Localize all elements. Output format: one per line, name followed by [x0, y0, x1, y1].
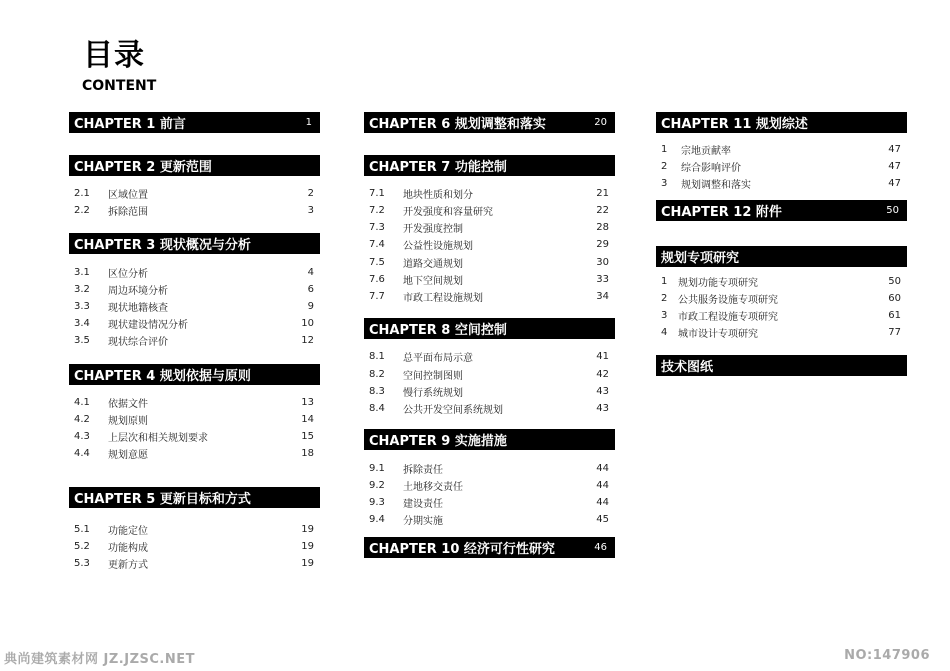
entry-page: 47 [888, 161, 901, 172]
entry-number: 8.4 [369, 403, 385, 414]
chapter-title: CHAPTER 7 功能控制 [369, 160, 507, 175]
entry-title: 城市设计专项研究 [678, 329, 758, 340]
toc-entry[interactable] [74, 298, 314, 315]
chapter-heading[interactable] [364, 318, 615, 339]
chapter-heading[interactable] [656, 200, 907, 221]
entry-title: 公共服务设施专项研究 [678, 295, 778, 306]
toc-entry[interactable] [661, 273, 901, 290]
entry-title: 土地移交责任 [403, 482, 463, 493]
entry-title: 市政工程设施规划 [403, 293, 483, 304]
entry-number: 7.1 [369, 188, 385, 199]
entry-number: 7.5 [369, 257, 385, 268]
chapter-title: CHAPTER 6 规划调整和落实 [369, 117, 546, 132]
toc-entry[interactable] [661, 175, 901, 192]
toc-entry[interactable] [369, 348, 609, 365]
entry-page: 6 [307, 284, 314, 295]
toc-entry[interactable] [661, 158, 901, 175]
toc-entry[interactable] [74, 315, 314, 332]
entry-title: 宗地贡献率 [681, 146, 731, 157]
chapter-page: 50 [886, 205, 899, 216]
toc-entry[interactable] [74, 281, 314, 298]
toc-entry[interactable] [74, 555, 314, 572]
toc-entry[interactable] [74, 521, 314, 538]
chapter-heading[interactable] [364, 537, 615, 558]
entry-number: 3.3 [74, 301, 90, 312]
entry-number: 3.1 [74, 267, 90, 278]
entry-title: 拆除责任 [403, 465, 443, 476]
toc-entry[interactable] [74, 332, 314, 349]
entry-number: 2.2 [74, 205, 90, 216]
toc-entry[interactable] [74, 185, 314, 202]
entry-page: 61 [888, 310, 901, 321]
chapter-title: CHAPTER 10 经济可行性研究 [369, 542, 555, 557]
entry-title: 区域位置 [108, 190, 148, 201]
entry-page: 13 [301, 397, 314, 408]
chapter-title: CHAPTER 4 规划依据与原则 [74, 369, 251, 384]
entry-page: 50 [888, 276, 901, 287]
entry-number: 4.1 [74, 397, 90, 408]
entry-page: 47 [888, 144, 901, 155]
entry-page: 29 [596, 239, 609, 250]
chapter-heading[interactable] [364, 112, 615, 133]
toc-entry[interactable] [369, 288, 609, 305]
entry-page: 9 [307, 301, 314, 312]
entry-number: 7.2 [369, 205, 385, 216]
entry-title: 公共开发空间系统规划 [403, 405, 503, 416]
chapter-heading[interactable] [656, 246, 907, 267]
chapter-heading[interactable] [69, 112, 320, 133]
entry-number: 2.1 [74, 188, 90, 199]
chapter-heading[interactable] [69, 364, 320, 385]
entry-number: 4 [661, 327, 668, 338]
toc-entry[interactable] [74, 264, 314, 281]
chapter-heading[interactable] [69, 155, 320, 176]
toc-entry[interactable] [661, 141, 901, 158]
chapter-title: CHAPTER 11 规划综述 [661, 117, 808, 132]
chapter-heading[interactable] [69, 233, 320, 254]
entry-number: 5.1 [74, 524, 90, 535]
entry-number: 1 [661, 144, 668, 155]
chapter-page: 20 [594, 117, 607, 128]
entry-page: 45 [596, 514, 609, 525]
entry-title: 规划意愿 [108, 450, 148, 461]
entry-number: 4.4 [74, 448, 90, 459]
entry-number: 8.3 [369, 386, 385, 397]
entry-number: 9.1 [369, 463, 385, 474]
toc-entry[interactable] [369, 460, 609, 477]
entry-page: 44 [596, 480, 609, 491]
entry-page: 19 [301, 558, 314, 569]
entry-number: 3.4 [74, 318, 90, 329]
entry-number: 9.2 [369, 480, 385, 491]
entry-title: 依据文件 [108, 399, 148, 410]
toc-entry[interactable] [74, 394, 314, 411]
entry-page: 44 [596, 463, 609, 474]
entry-title: 开发强度控制 [403, 224, 463, 235]
toc-entry[interactable] [369, 236, 609, 253]
entry-page: 22 [596, 205, 609, 216]
chapter-heading[interactable] [364, 429, 615, 450]
toc-entry[interactable] [369, 202, 609, 219]
entry-page: 60 [888, 293, 901, 304]
entry-title: 建设责任 [403, 499, 443, 510]
page-title: 目录 [83, 38, 145, 73]
entry-page: 19 [301, 524, 314, 535]
toc-entry[interactable] [369, 494, 609, 511]
page-subtitle: CONTENT [82, 78, 157, 94]
entry-number: 8.2 [369, 369, 385, 380]
toc-entry[interactable] [369, 271, 609, 288]
entry-number: 5.2 [74, 541, 90, 552]
chapter-heading[interactable] [656, 112, 907, 133]
entry-number: 2 [661, 293, 668, 304]
chapter-heading[interactable] [69, 487, 320, 508]
chapter-heading[interactable] [656, 355, 907, 376]
entry-number: 7.7 [369, 291, 385, 302]
entry-number: 7.3 [369, 222, 385, 233]
chapter-page: 46 [594, 542, 607, 553]
entry-number: 9.3 [369, 497, 385, 508]
entry-page: 15 [301, 431, 314, 442]
entry-page: 30 [596, 257, 609, 268]
chapter-title: 规划专项研究 [661, 251, 740, 266]
entry-number: 5.3 [74, 558, 90, 569]
entry-title: 慢行系统规划 [403, 388, 463, 399]
toc-entry[interactable] [661, 307, 901, 324]
entry-number: 2 [661, 161, 668, 172]
entry-title: 区位分析 [108, 269, 148, 280]
entry-number: 8.1 [369, 351, 385, 362]
chapter-heading[interactable] [364, 155, 615, 176]
entry-number: 7.4 [369, 239, 385, 250]
entry-title: 开发强度和容量研究 [403, 207, 493, 218]
chapter-title: CHAPTER 1 前言 [74, 117, 186, 132]
entry-page: 14 [301, 414, 314, 425]
entry-number: 3.2 [74, 284, 90, 295]
entry-title: 规划功能专项研究 [678, 278, 758, 289]
chapter-title: CHAPTER 3 现状概况与分析 [74, 238, 251, 253]
entry-page: 47 [888, 178, 901, 189]
toc-entry[interactable] [369, 477, 609, 494]
entry-title: 公益性设施规划 [403, 241, 473, 252]
toc-entry[interactable] [369, 366, 609, 383]
entry-page: 21 [596, 188, 609, 199]
entry-title: 拆除范围 [108, 207, 148, 218]
chapter-title: CHAPTER 2 更新范围 [74, 160, 212, 175]
entry-title: 现状地籍核查 [108, 303, 168, 314]
toc-entry[interactable] [661, 324, 901, 341]
entry-number: 3 [661, 310, 668, 321]
entry-number: 9.4 [369, 514, 385, 525]
entry-page: 41 [596, 351, 609, 362]
toc-entry[interactable] [74, 428, 314, 445]
entry-number: 7.6 [369, 274, 385, 285]
toc-entry[interactable] [369, 219, 609, 236]
entry-number: 1 [661, 276, 668, 287]
toc-entry[interactable] [369, 254, 609, 271]
entry-title: 规划调整和落实 [681, 180, 751, 191]
entry-page: 19 [301, 541, 314, 552]
entry-page: 77 [888, 327, 901, 338]
entry-title: 道路交通规划 [403, 259, 463, 270]
chapter-page: 1 [305, 117, 312, 128]
entry-title: 综合影响评价 [681, 163, 741, 174]
watermark-right: NO:147906 [844, 648, 930, 663]
entry-number: 4.3 [74, 431, 90, 442]
entry-title: 更新方式 [108, 560, 148, 571]
entry-title: 总平面布局示意 [403, 353, 473, 364]
entry-number: 3.5 [74, 335, 90, 346]
entry-page: 43 [596, 403, 609, 414]
entry-title: 功能构成 [108, 543, 148, 554]
entry-page: 28 [596, 222, 609, 233]
toc-entry[interactable] [369, 511, 609, 528]
entry-page: 10 [301, 318, 314, 329]
entry-number: 4.2 [74, 414, 90, 425]
entry-title: 现状建设情况分析 [108, 320, 188, 331]
toc-entry[interactable] [74, 411, 314, 428]
entry-number: 3 [661, 178, 668, 189]
entry-page: 34 [596, 291, 609, 302]
chapter-title: CHAPTER 8 空间控制 [369, 323, 507, 338]
entry-page: 18 [301, 448, 314, 459]
toc-entry[interactable] [661, 290, 901, 307]
toc-entry[interactable] [369, 383, 609, 400]
entry-title: 地下空间规划 [403, 276, 463, 287]
entry-title: 周边环境分析 [108, 286, 168, 297]
toc-entry[interactable] [74, 538, 314, 555]
entry-page: 2 [307, 188, 314, 199]
entry-title: 上层次和相关规划要求 [108, 433, 208, 444]
watermark-left: 典尚建筑素材网 JZ.JZSC.NET [4, 652, 195, 667]
entry-title: 市政工程设施专项研究 [678, 312, 778, 323]
entry-title: 空间控制图则 [403, 371, 463, 382]
entry-page: 33 [596, 274, 609, 285]
chapter-title: CHAPTER 12 附件 [661, 205, 782, 220]
entry-page: 43 [596, 386, 609, 397]
entry-title: 地块性质和划分 [403, 190, 473, 201]
entry-page: 42 [596, 369, 609, 380]
entry-title: 规划原则 [108, 416, 148, 427]
entry-title: 现状综合评价 [108, 337, 168, 348]
chapter-title: CHAPTER 9 实施措施 [369, 434, 507, 449]
toc-entry[interactable] [369, 185, 609, 202]
entry-page: 12 [301, 335, 314, 346]
entry-title: 功能定位 [108, 526, 148, 537]
toc-entry[interactable] [369, 400, 609, 417]
entry-page: 3 [307, 205, 314, 216]
toc-entry[interactable] [74, 202, 314, 219]
entry-page: 4 [307, 267, 314, 278]
entry-page: 44 [596, 497, 609, 508]
chapter-title: CHAPTER 5 更新目标和方式 [74, 492, 251, 507]
entry-title: 分期实施 [403, 516, 443, 527]
chapter-title: 技术图纸 [661, 360, 714, 375]
toc-entry[interactable] [74, 445, 314, 462]
